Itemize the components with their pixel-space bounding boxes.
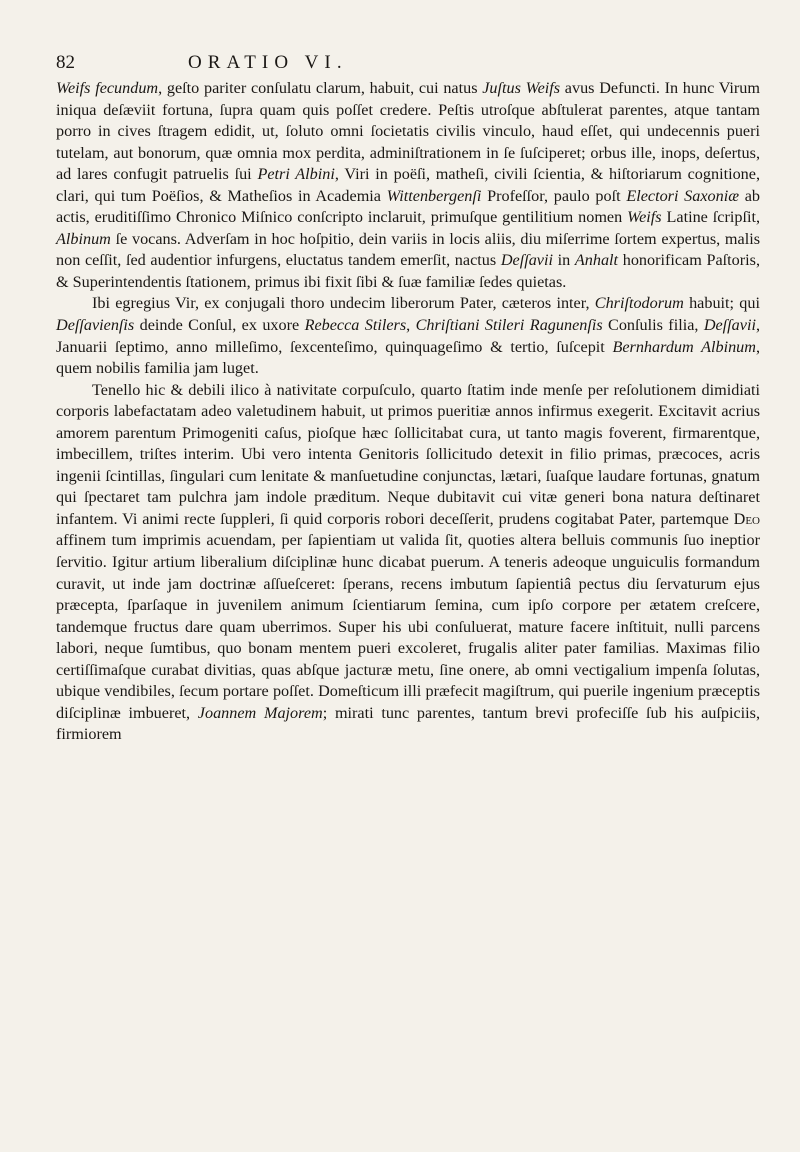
text-run: ; mirati tunc parentes, tantum brevi profeciſſe ſub his auſpiciis, firmiorem <box>56 703 760 744</box>
italic-text-run: Anhalt <box>574 251 619 270</box>
running-head <box>56 52 760 78</box>
text-run: Ibi egregius Vir, ex conjugali thoro undecim liberorum Pater, cæteros inter, <box>92 294 595 313</box>
text-run: Conſulis filia, <box>602 316 704 335</box>
italic-text-run: Electori Saxoniæ <box>626 186 740 205</box>
text-run: honorificam Paſtoris, & Superintendentis ſtationem, primus ibi fixit ſibi & ſuæ familiæ ſedes quietas. <box>56 251 760 291</box>
text-run: ab actis, eruditiſſimo Chronico Miſnico conſcripto inclaruit, primuſque gentilitium nomen <box>56 186 760 227</box>
italic-text-run: Wittenbergenſi <box>386 186 482 205</box>
text-run: , Viri in poëſi, matheſi, civili ſcientia, & hiſtoriarum cognitione, clari, qui tum Poëſios, & Matheſios in Academia <box>56 165 760 205</box>
text-run: ſe vocans. Adverſam in hoc hoſpitio, dein variis in locis aliis, diu miſerrime ſortem expertus, malis non ceſſit, ſed audentior infurgens, eluctatus tandem emerſit, nactus <box>56 229 760 270</box>
italic-text-run: Chriſtiani Stileri Ragunenſis <box>415 316 603 335</box>
paragraph <box>56 293 760 379</box>
text-run: Profeſſor, paulo poſt <box>481 186 627 205</box>
page-number: 82 <box>56 52 75 73</box>
italic-text-run: Deſſavii <box>703 316 756 335</box>
text-run: , <box>406 316 416 335</box>
paragraph <box>56 78 760 293</box>
italic-text-run: Petri Albini <box>257 165 335 184</box>
italic-text-run: Chriſtodorum <box>594 294 684 313</box>
text-run: , quem nobilis familia jam luget. <box>56 337 760 378</box>
text-run: , Januarii ſeptimo, anno milleſimo, ſexcenteſimo, quinquageſimo & tertio, ſuſcepit <box>56 316 761 356</box>
text-run: affinem tum imprimis acuendam, per ſapientiam ut valida ſit, quoties altera belluis communis ſuo ineptior ſervitio. Igitur artium liberalium diſciplinæ hunc dicabat puerum. A teneris adeoque unguiculis formandum curavit, ut inde jam doctrinæ aſſueſceret: ſperans, recens imbutum ſapientiâ pectus diu ſervaturum ejus præcepta, ſparſaque in juvenilem animum ſcientiarum ſemina, cum ipſo corpore per ætatem creſcere, tandemque fructus dare quam uberrimos. Super his ubi conſuluerat, mature facere inſtituit, nulli parcens labori, neque ſumtibus, quo bonam mentem pueri excoleret, frugalis aliter pater familias. Maximas filio certiſſimaſque curabat divitias, quas abſque jacturæ metu, ſine onere, ab omni vectigalium impenſa ſolutas, ubique vendibiles, ſecum portare poſſet. Domeſticum illi præfecit magiſtrum, qui puerile ingenium præceptis diſciplinæ imbueret, <box>56 531 760 722</box>
italic-text-run: Albinum <box>56 229 111 248</box>
italic-text-run: Bernhardum Albinum <box>612 337 756 356</box>
body-text <box>56 78 760 746</box>
text-run: deinde Conſul, ex uxore <box>134 316 305 335</box>
italic-text-run: Weifs fecundum <box>56 79 159 97</box>
text-run: , geſto pariter conſulatu clarum, habuit, cui natus <box>158 79 483 97</box>
italic-text-run: Deſſavienſis <box>56 316 135 335</box>
text-run: habuit; qui <box>683 294 760 313</box>
small-caps-text-run: Deo <box>733 509 760 528</box>
italic-text-run: Weifs <box>627 208 662 227</box>
text-run: avus Defuncti. In hunc Virum iniqua deſæviit fortuna, ſupra quam quis poſſet credere. Peſtis utroſque abſtulerat parentes, atque tantam porro in cives ſtragem edidit, ut, ſoluto omni ſocietatis civilis vinculo, haud eſſet, qui undecennis pueri tutelam, aut bonorum, quæ omnia mox perdita, adminiſtrationem in ſe ſuſciperet; orbus ille, inops, deſertus, ad lares confugit patruelis ſui <box>56 79 760 184</box>
text-run: Tenello hic & debili ilico à nativitate corpuſculo, quarto ſtatim inde menſe per reſolutionem dimidiati corporis labefactatam adeo valetudinem habuit, ut primos pueritiæ annos infirmus exegerit. Excitavit acrius amorem parentum Primogeniti caſus, pioſque hæc ſollicitabat cura, ut tanto magis foverent, firmarentque, imbecillem, triſtes interim. Ubi vero intenta Genitoris ſollicitudo detexit in filio primas, præcoces, acris ingenii ſcintillas, ſingulari cum lenitate & manſuetudine conjunctas, lætari, ſuaſque laudare fortunas, gnatum qui ſpectaret tam pulchra jam indole præditum. Neque dubitavit cui vitæ generi bona natura deſtinaret infantem. Vi animi recte ſuppleri, ſi quid corporis robori deceſſerit, prudens cogitabat Pater, partemque <box>56 380 760 528</box>
italic-text-run: Joannem Majorem <box>197 703 323 722</box>
text-run: in <box>552 251 575 270</box>
running-title: ORATIO VI. <box>188 52 348 73</box>
italic-text-run: Juſtus Weifs <box>482 79 561 97</box>
italic-text-run: Deſſavii <box>500 251 553 270</box>
italic-text-run: Rebecca Stilers <box>304 316 407 335</box>
paragraph <box>56 380 760 746</box>
text-run: Latine ſcripſit, <box>661 208 760 227</box>
